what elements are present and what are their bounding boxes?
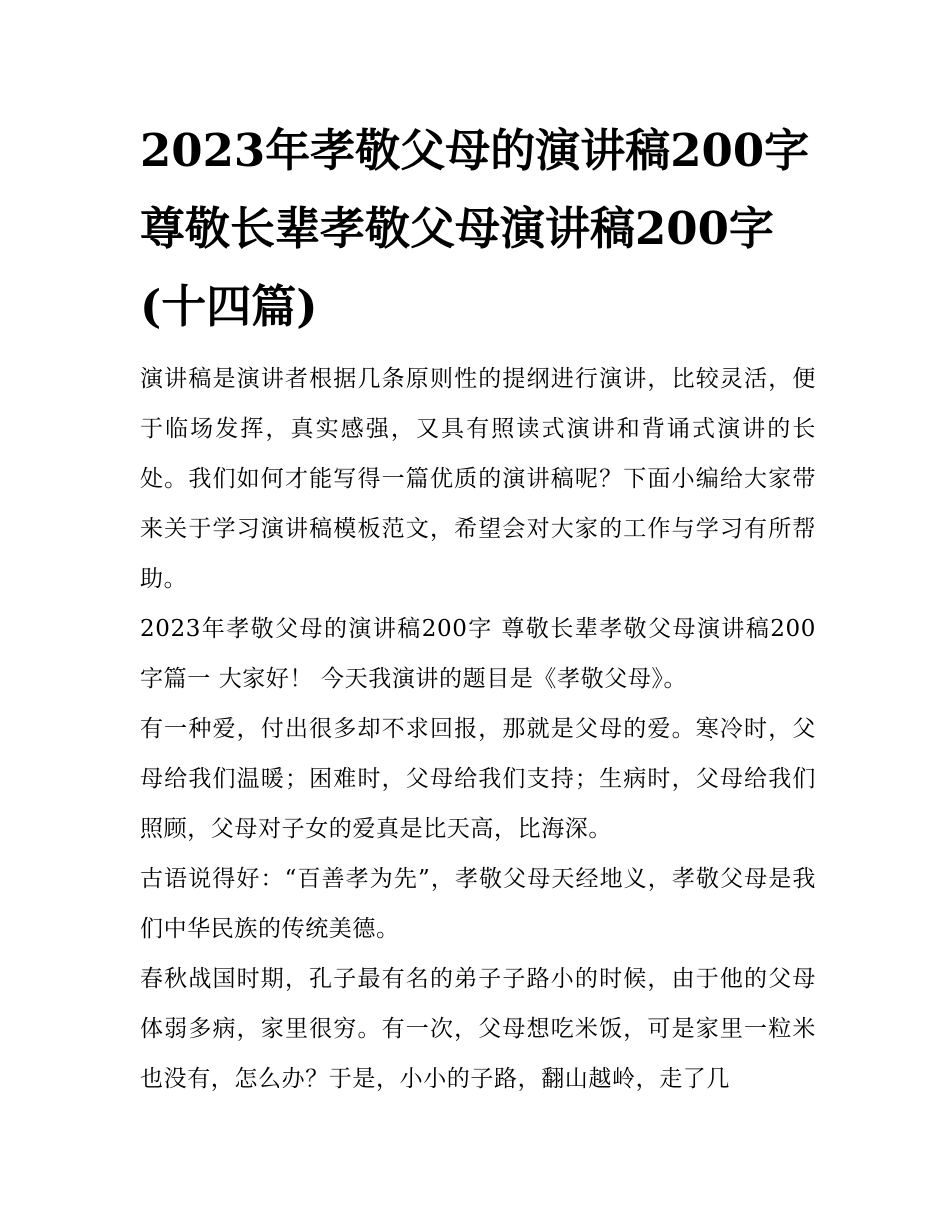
paragraph-intro: 演讲稿是演讲者根据几条原则性的提纲进行演讲，比较灵活，便于临场发挥，真实感强，又具有照读式演讲和背诵式演讲的长处。我们如何才能写得一篇优质的演讲稿呢？下面小编给大家带来关于学习演讲稿模板范文，希望会对大家的工作与学习有所帮助。	[140, 366, 816, 592]
paragraph-speech-heading: 2023年孝敬父母的演讲稿200字 尊敬长辈孝敬父母演讲稿200字篇一 大家好！ 今天我演讲的题目是《孝敬父母》。	[140, 616, 816, 692]
document-title: 2023年孝敬父母的演讲稿200字 尊敬长辈孝敬父母演讲稿200字(十四篇)	[140, 124, 810, 333]
paragraph-proverb: 古语说得好：“百善孝为先”，孝敬父母天经地义，孝敬父母是我们中华民族的传统美德。	[140, 866, 816, 942]
paragraph-zilu-story: 春秋战国时期，孔子最有名的弟子子路小的时候，由于他的父母体弱多病，家里很穷。有一次，父母想吃米饭，可是家里一粒米也没有，怎么办？于是，小小的子路，翻山越岭，走了几	[140, 966, 816, 1092]
document-page	[140, 112, 816, 1104]
paragraph-parents-love: 有一种爱，付出很多却不求回报，那就是父母的爱。寒冷时，父母给我们温暖；困难时，父母给我们支持；生病时，父母给我们照顾，父母对子女的爱真是比天高，比海深。	[140, 716, 816, 842]
